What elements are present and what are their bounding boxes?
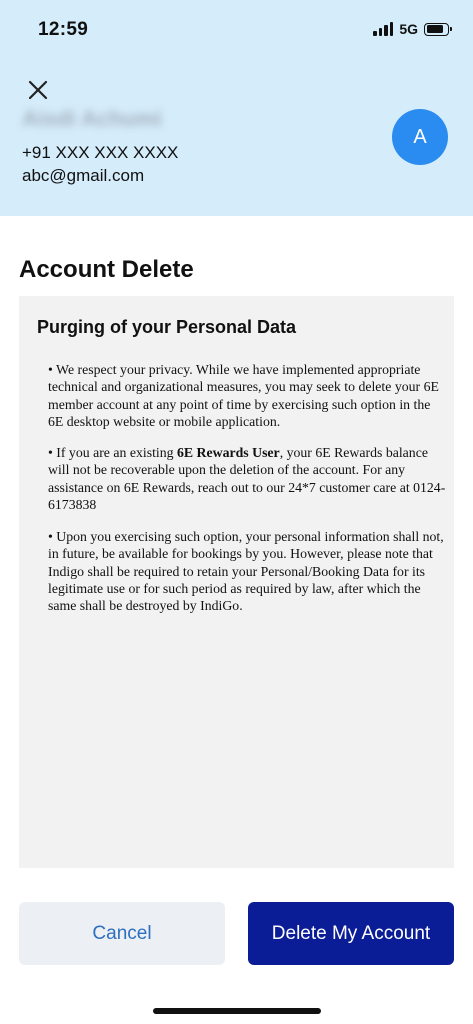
close-icon[interactable] <box>26 78 50 102</box>
paragraph-retention-text: Upon you exercising such option, your personal information shall not, in future, be available for bookings by you. However, please note that Indigo shall be required to retain your Personal/Booking Data for its legitimate use or for such period as required by law, after which the same shall be destroyed by IndiGo. <box>48 529 444 614</box>
bullet: • <box>48 362 53 377</box>
section-title: Purging of your Personal Data <box>37 317 297 337</box>
user-name-blurred: Aisdi Achumi <box>22 106 162 131</box>
signal-icon <box>373 22 393 36</box>
user-phone: +91 XXX XXX XXXX <box>22 143 179 162</box>
paragraph-privacy <box>48 361 446 430</box>
paragraph-privacy-text: We respect your privacy. While we have implemented appropriate technical and organizational measures, you may seek to delete your 6E member account at any point of time by exercising such option in the 6E desktop website or mobile application. <box>48 362 439 429</box>
page-title: Account Delete <box>19 256 194 283</box>
network-label: 5G <box>399 21 418 37</box>
paragraph-rewards-bold: 6E Rewards User <box>176 445 280 460</box>
battery-icon <box>424 23 449 36</box>
status-indicators <box>373 21 449 37</box>
status-time: 12:59 <box>38 19 89 40</box>
content-panel <box>19 296 454 868</box>
home-indicator[interactable] <box>153 1008 321 1014</box>
cancel-button[interactable]: Cancel <box>19 902 225 965</box>
user-email: abc@gmail.com <box>22 166 145 185</box>
paragraph-rewards-prefix: If you are an existing <box>56 445 177 460</box>
bullet: • <box>48 445 53 460</box>
avatar[interactable]: A <box>392 109 448 165</box>
bullet: • <box>48 529 53 544</box>
paragraph-rewards-suffix: , your 6E Rewards balance will not be recoverable upon the deletion of the account. For any assistance on 6E Rewards, reach out to our 24*7 customer care at 0124-6173838 <box>48 445 446 512</box>
battery-fill <box>427 25 443 33</box>
delete-account-button[interactable]: Delete My Account <box>248 902 454 965</box>
account-header <box>0 0 473 216</box>
paragraph-rewards <box>48 444 446 513</box>
paragraph-retention <box>48 528 446 614</box>
